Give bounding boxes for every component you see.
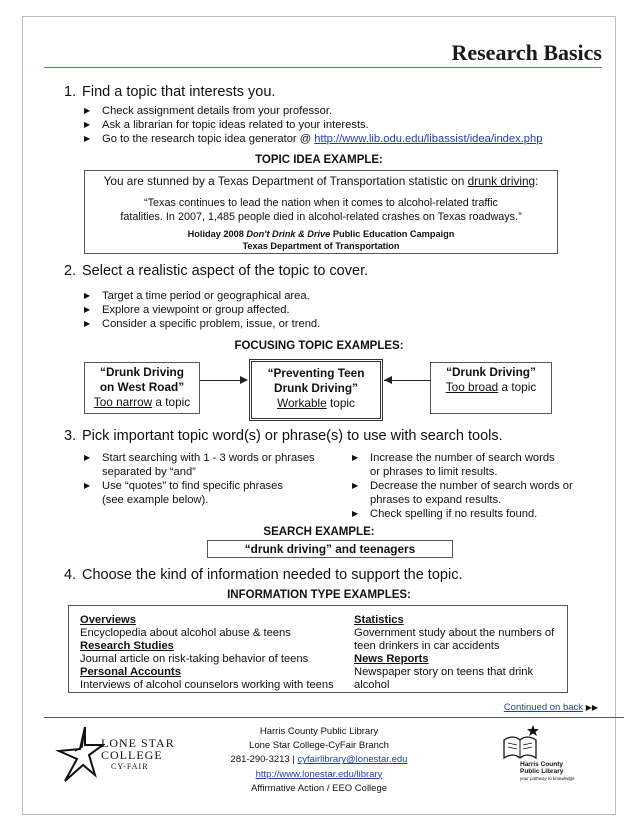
info-type-label: Personal Accounts (80, 666, 181, 678)
workable-topic-line: “Preventing Teen (267, 366, 365, 380)
info-type-text: Encyclopedia about alcohol abuse & teens (80, 627, 291, 639)
source-campaign: Don't Drink & Drive (246, 229, 331, 239)
source-line (85, 228, 557, 240)
information-type-box (68, 605, 568, 693)
bullet-line: phrases to expand results. (370, 494, 502, 506)
library-name (520, 761, 575, 782)
broad-eval-term: Too broad (445, 380, 499, 394)
bullet-line: or phrases to limit results. (370, 466, 498, 478)
broad-eval-rest: a topic (498, 380, 537, 394)
book-icon (500, 724, 540, 762)
logo-line: Public Library (520, 768, 564, 775)
idea-generator-link[interactable]: http://www.lib.odu.edu/libassist/idea/index.php (314, 133, 543, 145)
info-type-text: Interviews of alcohol counselors working with teens (80, 679, 334, 691)
title-rule (44, 67, 602, 68)
section3-right-bullets (352, 451, 573, 521)
topic-idea-example-label: TOPIC IDEA EXAMPLE: (255, 154, 383, 166)
section1-bullets (84, 104, 542, 146)
list-item (352, 507, 573, 521)
narrow-topic-line: “Drunk Driving (100, 365, 184, 379)
narrow-eval-rest: a topic (152, 395, 191, 409)
example-intro (85, 174, 557, 188)
section2-heading (64, 263, 368, 279)
list-item: ▶ Consider a specific problem, issue, or trend. (84, 317, 320, 331)
list-item: ▶ Explore a viewpoint or group affected. (84, 303, 320, 317)
too-narrow-box (84, 362, 200, 414)
continued-link[interactable]: Continued on back (503, 702, 584, 713)
information-type-label: INFORMATION TYPE EXAMPLES: (227, 589, 411, 601)
list-item: ▶ Target a time period or geographical area. (84, 289, 320, 303)
info-type-text: Government study about the numbers of (354, 627, 555, 639)
arrow-left-head-icon (384, 376, 392, 384)
section1-number: 1. (64, 84, 77, 100)
list-item (352, 451, 573, 479)
quote-line: “Texas continues to lead the nation when it comes to alcohol-related traffic (144, 197, 498, 209)
double-arrow-icon: ▶▶ (585, 703, 598, 712)
workable-evaluation (252, 396, 380, 411)
logo-tagline: your pathway to knowledge (520, 776, 575, 781)
broad-topic-line: “Drunk Driving” (446, 365, 536, 379)
source-pre: Holiday 2008 (187, 229, 247, 239)
logo-line: CY-FAIR (111, 762, 149, 771)
focusing-examples-label: FOCUSING TOPIC EXAMPLES: (234, 340, 404, 352)
bullet-line: ▶ Decrease the number of search words or (370, 480, 573, 492)
narrow-eval-term: Too narrow (93, 395, 153, 409)
arrow-right-head-icon (240, 376, 248, 384)
source-org: Texas Department of Transportation (242, 241, 400, 251)
section1-title: Find a topic that interests you. (82, 84, 276, 100)
info-right-column (354, 614, 554, 692)
footer-branch: Lone Star College-CyFair Branch (249, 740, 389, 752)
section4-heading (64, 567, 462, 583)
workable-eval-term: Workable (277, 396, 327, 410)
info-type-label: Overviews (80, 614, 136, 626)
quote-line: fatalities. In 2007, 1,485 people died in alcohol-related crashes on Texas roadways.” (120, 211, 522, 223)
section3-title: Pick important topic word(s) or phrase(s) to use with search tools. (82, 428, 503, 444)
section2-number: 2. (64, 263, 77, 279)
topic-idea-example-box (84, 170, 558, 254)
search-example-box: “drunk driving” and teenagers (207, 540, 453, 558)
section3-heading (64, 428, 503, 444)
source-post: Public Education Campaign (330, 229, 455, 239)
section2-title: Select a realistic aspect of the topic to cover. (82, 263, 369, 279)
bullet-line: ▶ Check spelling if no results found. (370, 508, 538, 520)
section1-heading (64, 84, 275, 100)
workable-eval-rest: topic (326, 396, 355, 410)
example-source (85, 228, 557, 252)
list-item (84, 451, 315, 479)
workable-box (249, 359, 383, 421)
section4-title: Choose the kind of information needed to support the topic. (82, 567, 463, 583)
list-item: ▶ Check assignment details from your professor. (84, 104, 542, 118)
continued-on-back (504, 702, 598, 713)
footer-email-link[interactable]: cyfairlibrary@lonestar.edu (297, 754, 408, 766)
bullet-line: ▶ Use “quotes” to find specific phrases (102, 480, 283, 492)
bullet-line: ▶ Increase the number of search words (370, 452, 555, 464)
list-item (84, 479, 315, 507)
list-item (352, 479, 573, 507)
harris-county-library-logo (500, 724, 590, 784)
logo-line: LONE STAR (101, 736, 175, 750)
info-type-text: alcohol (354, 679, 390, 691)
broad-evaluation (431, 380, 551, 395)
logo-line: COLLEGE (101, 748, 163, 762)
section2-bullets (84, 289, 320, 331)
info-type-text: Newspaper story on teens that drink (354, 666, 534, 678)
info-type-label: Statistics (354, 614, 404, 626)
info-type-label: News Reports (354, 653, 429, 665)
footer-url-link[interactable]: http://www.lonestar.edu/library (255, 768, 383, 780)
footer-library: Harris County Public Library (259, 726, 379, 737)
list-item (84, 132, 542, 146)
info-type-text: Journal article on risk-taking behavior of teens (80, 653, 309, 665)
info-left-column (80, 614, 334, 692)
example-quote (85, 196, 557, 224)
bullet-text: Go to the research topic idea generator @ (102, 133, 315, 145)
section4-number: 4. (64, 567, 77, 583)
section3-left-bullets (84, 451, 315, 507)
bullet-line: (see example below). (102, 494, 209, 506)
footer-eeo: Affirmative Action / EEO College (250, 782, 388, 794)
logo-line: Harris County (520, 761, 563, 768)
footer-rule (44, 717, 624, 718)
intro-term: drunk driving (467, 174, 536, 188)
section3-number: 3. (64, 428, 77, 444)
intro-end: : (535, 174, 539, 188)
bullet-line: separated by “and” (102, 466, 196, 478)
bullet-line: ▶ Start searching with 1 - 3 words or phrases (102, 452, 315, 464)
list-item: ▶ Ask a librarian for topic ideas related to your interests. (84, 118, 542, 132)
narrow-evaluation (85, 395, 199, 410)
intro-text: You are stunned by a Texas Department of Transportation statistic on (103, 174, 468, 188)
info-type-text: teen drinkers in car accidents (354, 640, 500, 652)
search-example-label: SEARCH EXAMPLE: (263, 526, 375, 538)
narrow-topic-line: on West Road” (99, 380, 185, 394)
footer-phone: 281-290-3213 | (230, 754, 298, 766)
info-type-label: Research Studies (80, 640, 174, 652)
page-title: Research Basics (451, 40, 602, 65)
too-broad-box (430, 362, 552, 414)
workable-topic-line: Drunk Driving” (274, 381, 358, 395)
